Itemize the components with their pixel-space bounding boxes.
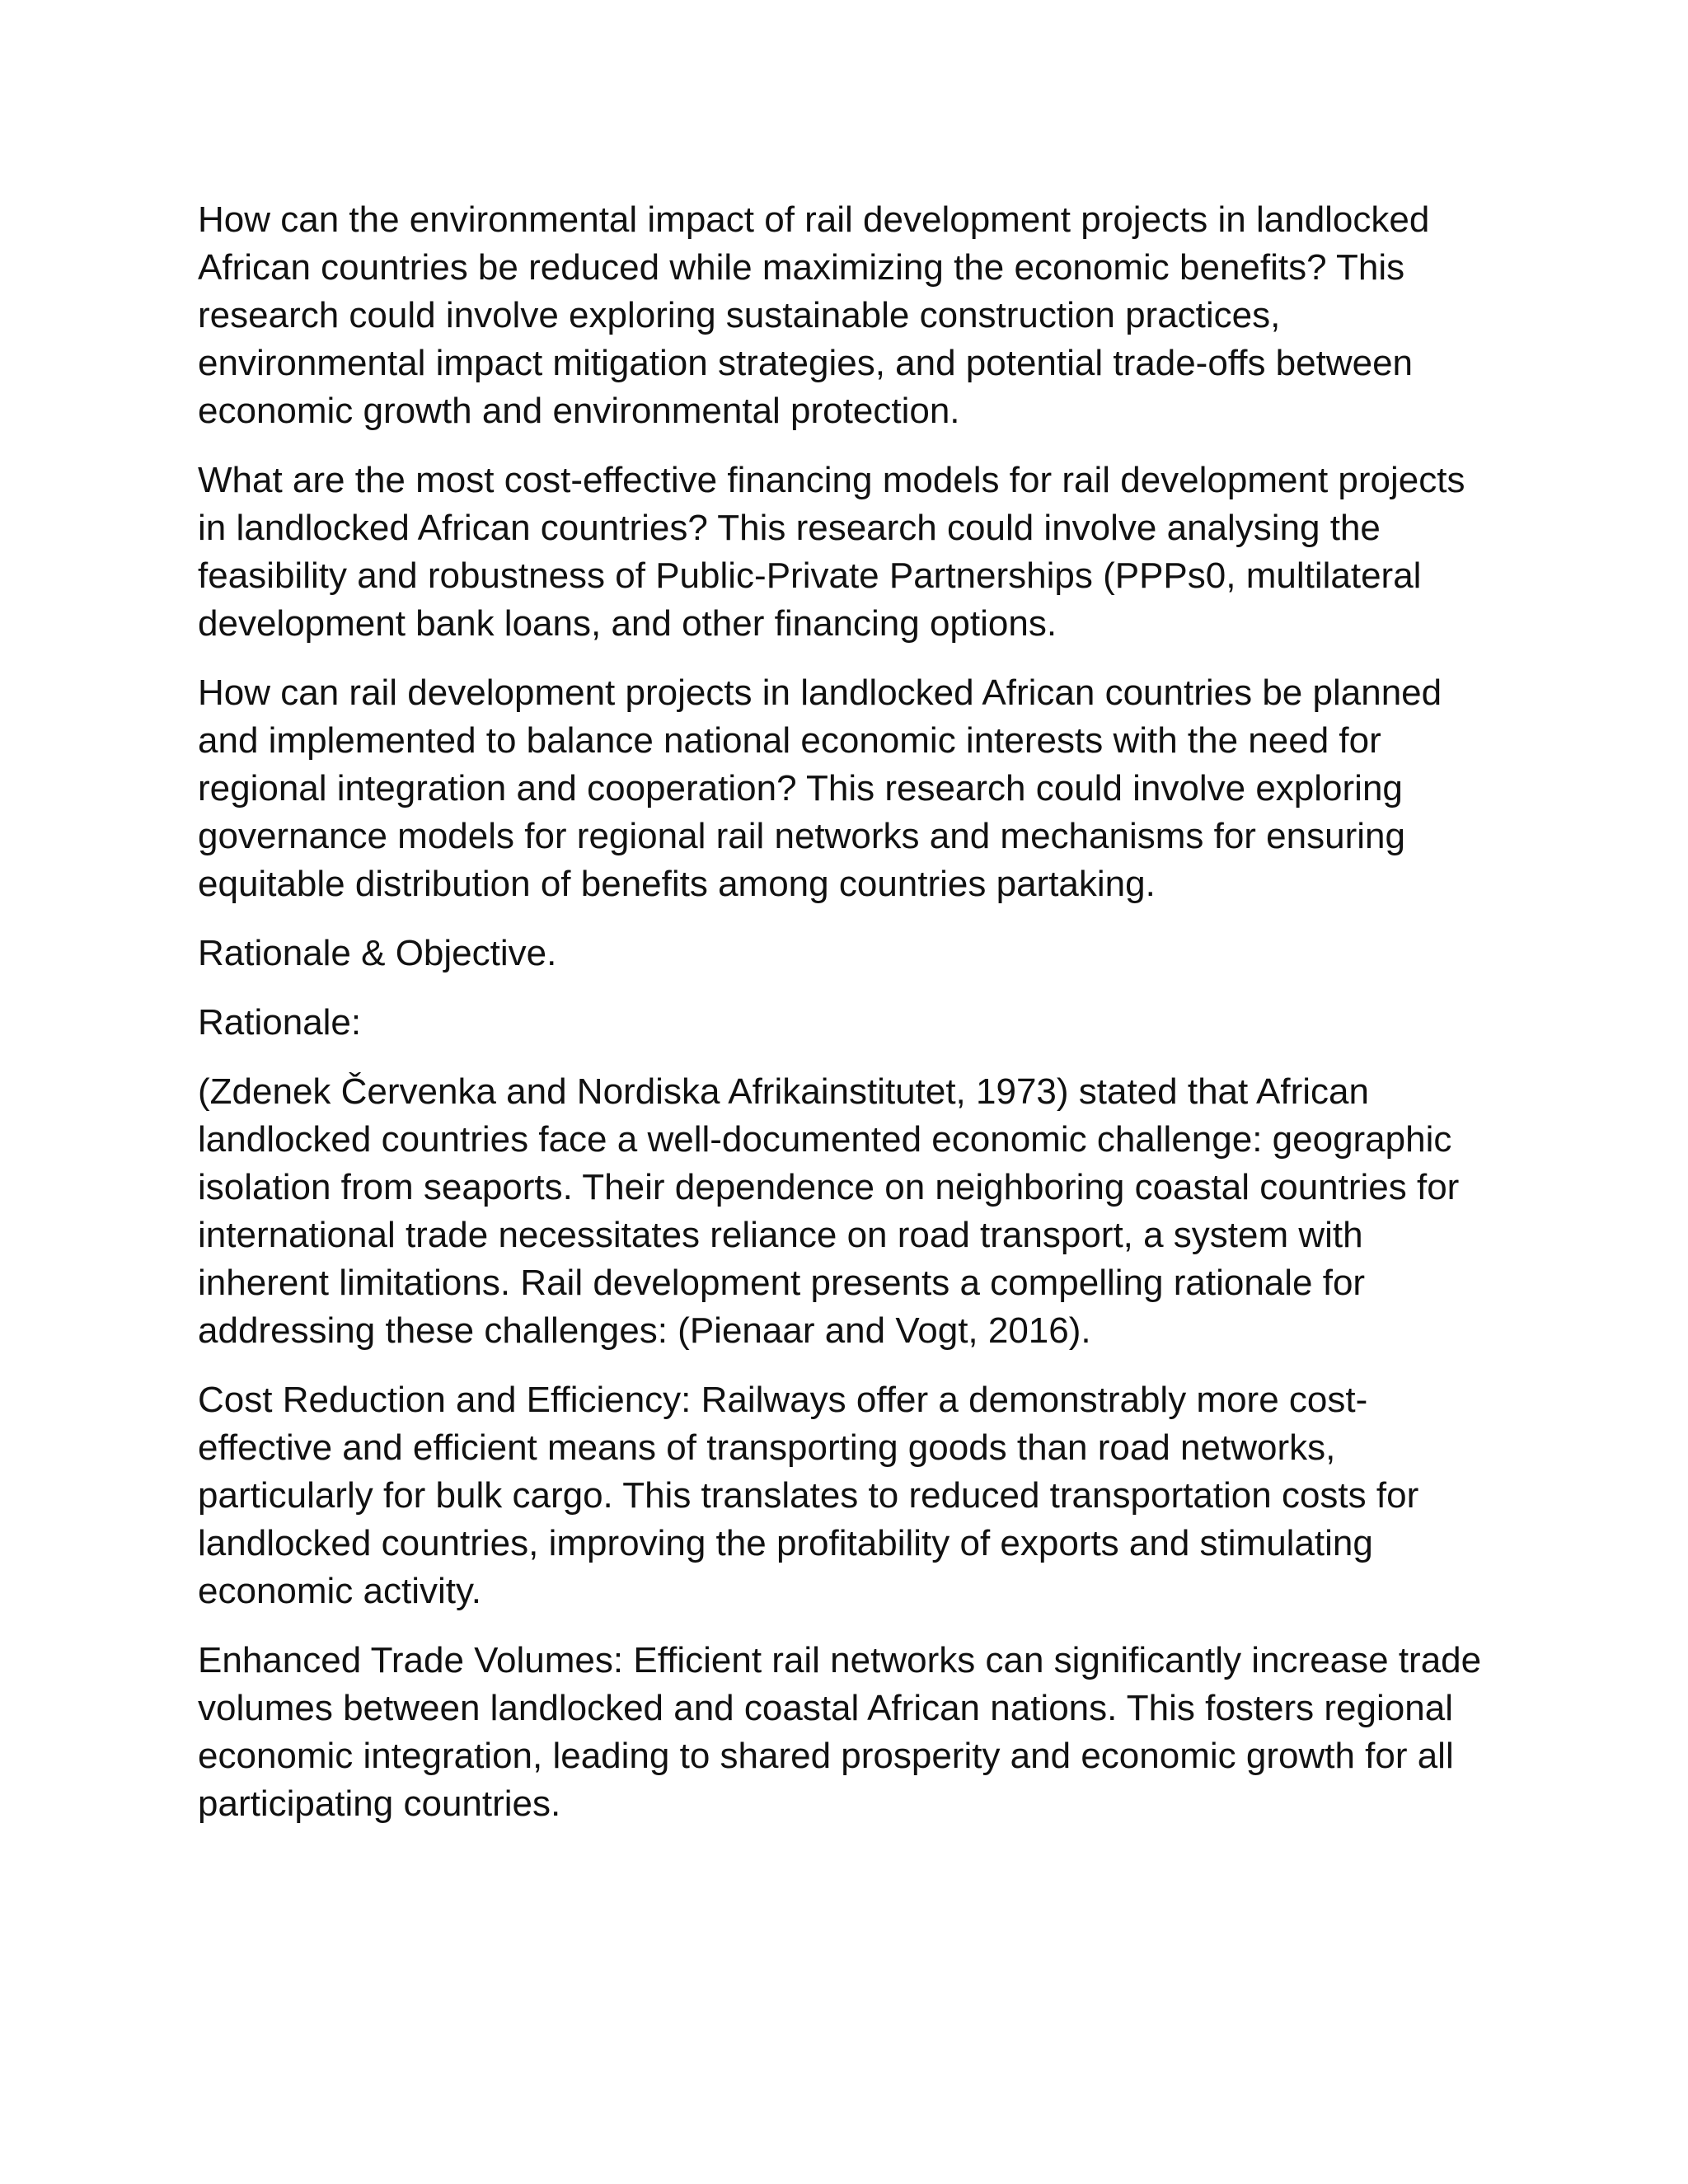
trade-volumes-paragraph: Enhanced Trade Volumes: Efficient rail networks can significantly increase trade volumes between landlocked and coastal African nations. This fosters regional economic integration, leading to shared prosperity and economic growth for all participating countries. xyxy=(198,1640,1482,1824)
rationale-paragraph: (Zdenek Červenka and Nordiska Afrikainstitutet, 1973) stated that African landlocked countries face a well-documented economic challenge: geographic isolation from seaports. Their dependence on neighboring coastal countries for international trade necessitates reliance on road transport, a system with inherent limitations. Rail development presents a compelling rationale for addressing these challenges: (Pienaar and Vogt, 2016). xyxy=(198,1071,1460,1351)
research-question-financing: What are the most cost-effective financing models for rail development projects in landlocked African countries? This research could involve analysing the feasibility and robustness of Public-Private Partnerships (PPPs0, multilateral development bank loans, and other financing options. xyxy=(198,460,1465,644)
section-heading-rationale-objective: Rationale & Objective. xyxy=(198,933,557,973)
subheading-rationale: Rationale: xyxy=(198,1002,362,1043)
research-question-regional-integration: How can rail development projects in landlocked African countries be planned and implemented to balance national economic interests with the need for regional integration and cooperation? This research could involve exploring governance models for regional rail networks and mechanisms for ensuring equitable distribution of benefits among countries partaking. xyxy=(198,673,1442,904)
research-question-environmental: How can the environmental impact of rail development projects in landlocked African countries be reduced while maximizing the economic benefits? This research could involve exploring sustainable construction practices, environmental impact mitigation strategies, and potential trade-offs between economic growth and environmental protection. xyxy=(198,199,1430,431)
document-page xyxy=(198,196,1484,1849)
cost-reduction-paragraph: Cost Reduction and Efficiency: Railways offer a demonstrably more cost-effective and efficient means of transporting goods than road networks, particularly for bulk cargo. This translates to reduced transportation costs for landlocked countries, improving the profitability of exports and stimulating economic activity. xyxy=(198,1380,1419,1611)
